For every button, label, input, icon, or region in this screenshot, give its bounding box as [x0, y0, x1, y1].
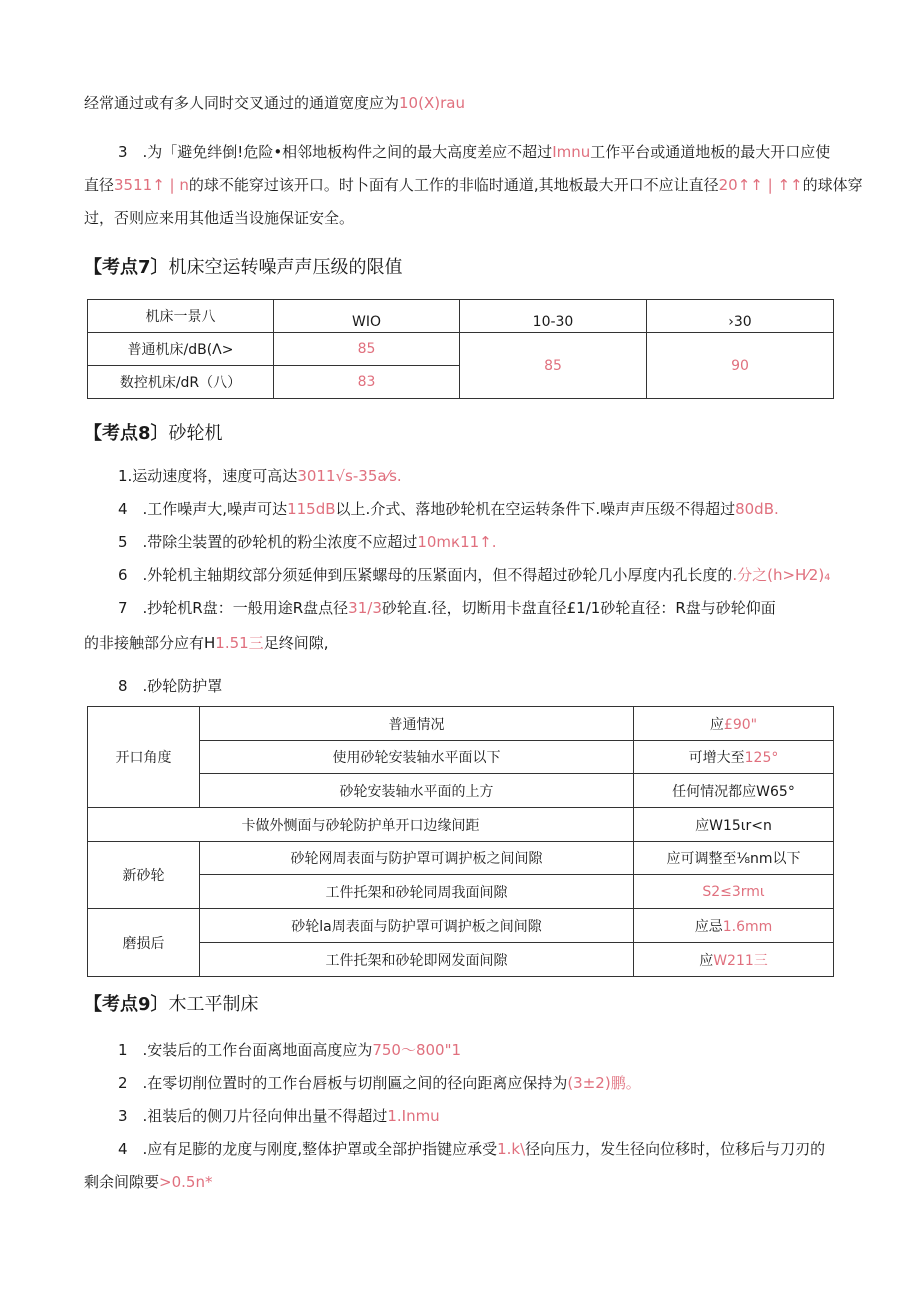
- item-3-line3: 过，否则应来用其他适当设施保证安全。: [84, 209, 355, 227]
- header-cell: ›30: [647, 300, 834, 333]
- row-label: 数控机床/dR（八）: [88, 366, 274, 399]
- requirement-cell: S2≤3rmι: [634, 875, 834, 909]
- condition-cell: 使用砂轮安装轴水平面以下: [200, 741, 634, 774]
- grinder-item-6: 6 .外轮机主轴期纹部分须延伸到压紧螺母的压紧面内，但不得超过砂轮几小厚度内孔长度的.分之(h>H⁄2)₄: [118, 566, 831, 584]
- row-label: 普通机床/dB(Λ>: [88, 333, 274, 366]
- value-cell: 90: [647, 333, 834, 399]
- condition-cell: 工件托架和砂轮即网发面间隙: [200, 943, 634, 977]
- group-label: 新砂轮: [88, 842, 200, 909]
- requirement-cell: 应可调整至⅛nm以下: [634, 842, 834, 875]
- grinder-item-1: 1.运动速度将，速度可高达3011√s-35a⁄s.: [118, 467, 402, 485]
- requirement-cell: 应忌1.6mm: [634, 909, 834, 943]
- noise-limit-table: [87, 299, 834, 399]
- condition-cell: 砂轮网周表面与防护罩可调护板之间间隙: [200, 842, 634, 875]
- passage-width-paragraph: 经常通过或有多人同时交叉通过的通道宽度应为10(X)rau: [84, 94, 465, 112]
- value-cell: 85: [274, 333, 460, 366]
- header-cell: WIO: [274, 300, 460, 333]
- condition-cell: 工件托架和砂轮同周我面间隙: [200, 875, 634, 909]
- requirement-cell: 应W15ιr<n: [634, 808, 834, 842]
- requirement-cell: 应W211三: [634, 943, 834, 977]
- grinder-item-8: 8 .砂轮防护罩: [118, 677, 223, 695]
- planer-item-4-cont: 剩余间隙要>0.5n*: [84, 1173, 213, 1191]
- item-3-line1: 3 .为「避免绊倒!危险•相邻地板构件之间的最大高度差应不超过Imnu工作平台或通道地板的最大开口应使: [118, 143, 831, 161]
- header-cell: 机床一景八: [88, 300, 274, 333]
- value-cell: 85: [460, 333, 647, 399]
- planer-item-2: 2 .在零切削位置时的工作台唇板与切削匾之间的径向距离应保持为(3±2)鹏。: [118, 1074, 641, 1092]
- grinder-guard-table: [87, 706, 834, 977]
- grinder-item-4: 4 .工作噪声大,噪声可达115dB以上.介式、落地砂轮机在空运转条件下.噪声声压级不得超过80dB.: [118, 500, 779, 518]
- requirement-cell: 可增大至125°: [634, 741, 834, 774]
- grinder-item-5: 5 .带除尘装置的砂轮机的粉尘浓度不应超过10mк11↑.: [118, 533, 497, 551]
- section-9-heading: 【考点9〕木工平制床: [84, 994, 259, 1015]
- header-cell: 10-30: [460, 300, 647, 333]
- condition-cell: 卡做外恻面与砂轮防护单开口边缘间距: [88, 808, 634, 842]
- grinder-item-7: 7 .抄轮机R盘：一般用途R盘点径31/3砂轮直.径，切断用卡盘直径£1/1砂轮直径：R盘与砂轮仰面: [118, 599, 776, 617]
- condition-cell: 砂轮安装轴水平面的上方: [200, 774, 634, 808]
- requirement-cell: 应£90": [634, 707, 834, 741]
- group-label: 磨损后: [88, 909, 200, 977]
- planer-item-3: 3 .祖装后的侧刀片径向伸出量不得超过1.Inmu: [118, 1107, 440, 1125]
- section-8-heading: 【考点8〕砂轮机: [84, 423, 223, 444]
- planer-item-1: 1 .安装后的工作台面离地面高度应为750～800"1: [118, 1041, 462, 1059]
- condition-cell: 砂轮la周表面与防护罩可调护板之间间隙: [200, 909, 634, 943]
- planer-item-4: 4 .应有足膨的龙度与刚度,整体护罩或全部护指键应承受1.k\径向压力，发生径向位移时，位移后与刀刃的: [118, 1140, 826, 1158]
- requirement-cell: 任何情况都应W65°: [634, 774, 834, 808]
- condition-cell: 普通情况: [200, 707, 634, 741]
- item-3-line2: 直径3511↑ | n的球不能穿过该开口。时卜面有人工作的非临时通道,其地板最大开口不应让直径20↑↑ | ↑↑的球体穿: [84, 176, 863, 194]
- group-label: 开口角度: [88, 707, 200, 808]
- grinder-item-7-cont: 的非接触部分应有H1.51三足终间隙,: [84, 634, 329, 652]
- section-7-heading: 【考点7〕机床空运转噪声声压级的限值: [84, 257, 403, 278]
- value-cell: 83: [274, 366, 460, 399]
